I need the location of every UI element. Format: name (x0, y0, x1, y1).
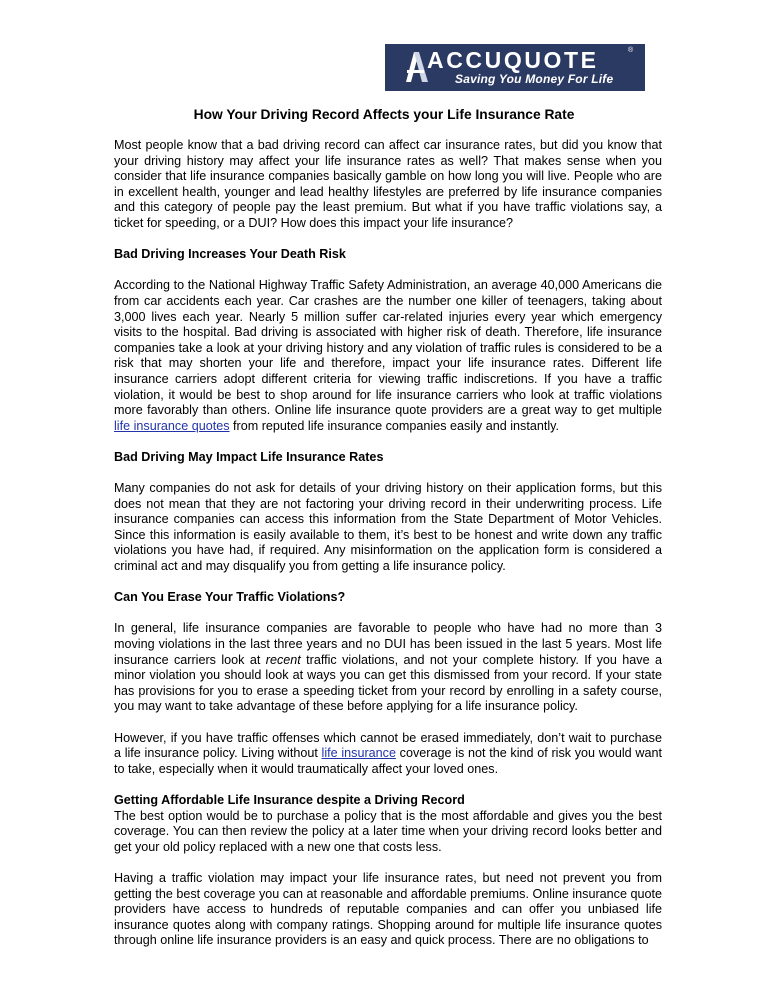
section-heading-erase-violations: Can You Erase Your Traffic Violations? (114, 590, 346, 605)
erase-text: In general, life insurance companies are favorable to people who have had no more than 3 moving violations in the last three years and no DUI has been issued in the last 5 years. Most life insurance carriers look at (114, 621, 662, 667)
section-heading-death-risk: Bad Driving Increases Your Death Risk (114, 247, 346, 262)
offenses-text: However, if you have traffic offenses which cannot be erased immediately, don’t wait to purchase a life insurance policy. Living without (114, 730, 662, 761)
offenses-paragraph (114, 731, 662, 778)
recent-emphasis: recent (265, 652, 301, 667)
life-insurance-link[interactable]: life insurance (321, 746, 396, 761)
logo-brand-text: ACCUQUOTE (427, 47, 599, 73)
registered-mark: ® (628, 47, 634, 54)
death-risk-text: According to the National Highway Traffic Safety Administration, an average 40,000 Americans die from car accidents each year. Car crashes are the number one killer of teenagers, taking about 3,000 lives each year. Nearly 5 million suffer car-related injuries every year which emergency visits to the hospital. Bad driving is associated with higher risk of death. Therefore, life insurance companies take a look at your driving history and any violation of traffic rules is considered to be a risk that may shorten your life and therefore, impact your life insurance rates. Different life insurance carriers adopt different criteria for viewing traffic indiscretions. If you have a traffic violation, it would be best to shop around for life insurance carriers who look at traffic violations more favorably than others. Online life insurance quote providers are a great way to get multiple (114, 278, 662, 418)
closing-paragraph: Having a traffic violation may impact your life insurance rates, but need not prevent you from getting the best coverage you can at reasonable and affordable premiums. Online insurance quote providers have access to hundreds of reputable companies and can offer you unbiased life insurance quotes along with company ratings. Shopping around for multiple life insurance quotes through online life insurance providers is an easy and quick process. There are no obligations to (114, 870, 662, 948)
section-heading-impact-rates: Bad Driving May Impact Life Insurance Rates (114, 449, 384, 464)
intro-paragraph: Most people know that a bad driving record can affect car insurance rates, but did you know that your driving history may affect your life insurance rates as well? That makes sense when you consider that life insurance companies basically gamble on how long you will live. People who are in excellent health, younger and lead healthy lifestyles are preferred by life insurance companies and this category of people pay the least premium. But what if you have traffic violations say, a ticket for speeding, or a DUI? How does this impact your life insurance? (114, 138, 662, 230)
document-title: How Your Driving Record Affects your Life Insurance Rate (193, 107, 575, 122)
impact-rates-paragraph: Many companies do not ask for details of your driving history on their application forms, but this does not mean that they are not factoring your driving record in their underwriting process. Life insurance companies can access this information from the State Department of Motor Vehicles. Since this information is easily available to them, it’s best to be honest and write down any traffic violations you have had, if required. Any misinformation on the application form is considered a criminal act and may disqualify you from getting a life insurance policy. (114, 481, 662, 574)
erase-text-end: traffic violations, and not your complete history. If you have a minor violation you should look at ways you can get this dismissed from your record. If your state has provisions for you to erase a speeding ticket from your record by enrolling in a safety course, you may want to take advantage of these before applying for a life insurance policy. (114, 652, 662, 714)
life-insurance-quotes-link[interactable]: life insurance quotes (114, 418, 230, 433)
death-risk-paragraph (114, 278, 662, 434)
erase-violations-paragraph (114, 621, 662, 715)
accuquote-a-logo-icon (397, 48, 431, 84)
section-heading-affordable: Getting Affordable Life Insurance despite a Driving Record (114, 792, 465, 807)
offenses-text-end: coverage is not the kind of risk you would want to take, especially when it would traumatically affect your loved ones. (114, 746, 662, 776)
death-risk-text-end: from reputed life insurance companies easily and instantly. (229, 418, 559, 433)
affordable-paragraph: The best option would be to purchase a policy that is the most affordable and gives you the best coverage. You can then review the policy at a later time when your driving record looks better and get your old policy replaced with a new one that costs less. (114, 808, 662, 854)
logo-tagline: Saving You Money For Life (455, 72, 614, 86)
accuquote-logo (385, 44, 645, 91)
document-body (114, 138, 662, 964)
